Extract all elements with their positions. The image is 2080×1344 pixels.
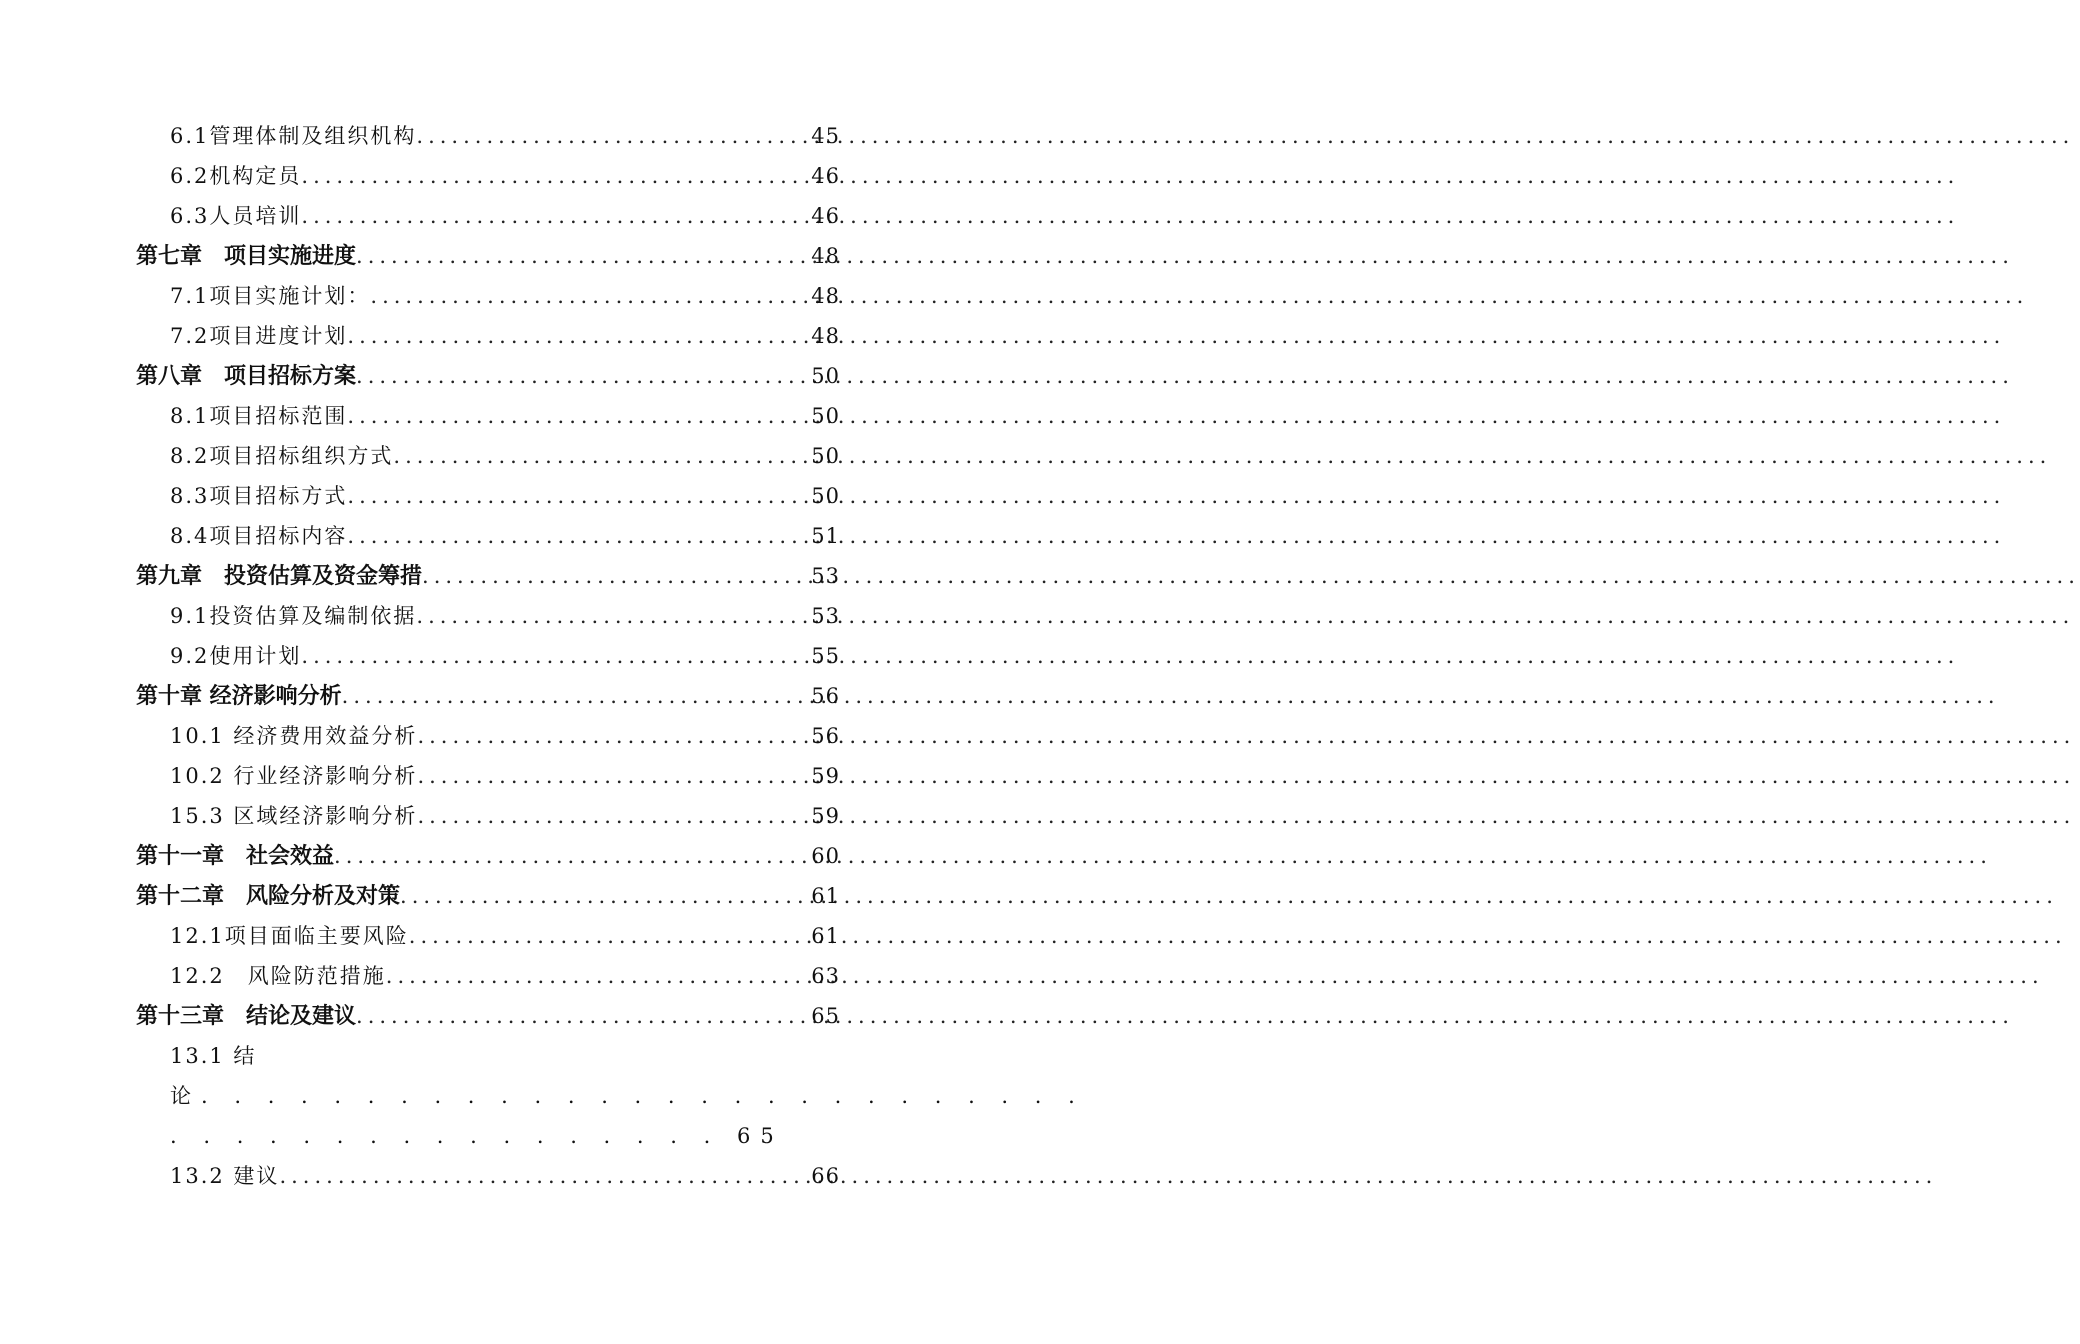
toc-entry-page: 60 [811, 844, 840, 868]
toc-entry-page: 56 [811, 724, 840, 748]
toc-entry[interactable] [0, 476, 950, 516]
toc-entry-page: 50 [811, 404, 840, 428]
toc-entry[interactable] [0, 1156, 950, 1196]
toc-entry[interactable] [0, 916, 950, 956]
toc-entry-page: 46 [811, 204, 840, 228]
toc-entry-page: 55 [811, 644, 840, 668]
toc-entry-page: 48 [811, 324, 840, 348]
toc-entry-page: 46 [811, 164, 840, 188]
toc-entry[interactable] [0, 796, 950, 836]
toc-chapter-entry[interactable] [0, 236, 950, 276]
toc-entry-title: 13.2 建议 [170, 1164, 280, 1188]
toc-entry-page: 61 [811, 884, 840, 908]
toc-leader-dots [356, 996, 809, 1036]
toc-entry-title: 第十二章 风险分析及对策 [136, 884, 401, 909]
toc-entry[interactable] [0, 436, 950, 476]
toc-entry-page: 59 [811, 804, 840, 828]
toc-entry[interactable] [0, 516, 950, 556]
toc-entry-title: 8.1项目招标范围 [170, 404, 348, 428]
toc-chapter-entry[interactable] [0, 356, 950, 396]
toc-leader-dots [417, 716, 809, 756]
toc-entry-title: 8.3项目招标方式 [170, 484, 348, 508]
toc-leader-dots [347, 396, 809, 436]
toc-chapter-entry[interactable] [0, 676, 950, 716]
toc-entry-page: 66 [811, 1164, 840, 1188]
toc-leader-dots [356, 356, 809, 396]
toc-entry-title: 12.1项目面临主要风险 [170, 924, 409, 948]
toc-entry-page: 53 [811, 564, 840, 588]
toc-entry[interactable] [0, 316, 950, 356]
toc-entry[interactable] [0, 716, 950, 756]
toc-entry-page: 48 [811, 284, 840, 308]
toc-entry-title: 第九章 投资估算及资金筹措 [136, 564, 423, 589]
toc-entry[interactable] [0, 116, 950, 156]
toc-entry-title: 9.2使用计划 [170, 644, 302, 668]
toc-chapter-entry[interactable] [0, 996, 950, 1036]
toc-leader-dots [417, 796, 809, 836]
toc-leader-dots [301, 156, 809, 196]
toc-entry-title: 第十三章 结论及建议 [136, 1004, 357, 1029]
toc-leader-dots [356, 236, 809, 276]
toc-entry-page: 65 [811, 1004, 840, 1028]
toc-entry[interactable] [0, 156, 950, 196]
toc-leader-dots [393, 436, 809, 476]
table-of-contents [0, 116, 1085, 1196]
toc-entry-title: 第十一章 社会效益 [136, 844, 335, 869]
toc-leader-dots [400, 876, 809, 916]
toc-leader-dots [347, 476, 809, 516]
toc-entry-title: 6.2机构定员 [170, 164, 302, 188]
toc-leader-dots [422, 556, 809, 596]
toc-entry-page: 50 [811, 444, 840, 468]
toc-entry-page: 45 [811, 124, 840, 148]
toc-entry[interactable] [0, 636, 950, 676]
toc-leader-dots [301, 636, 809, 676]
toc-entry-title: 8.4项目招标内容 [170, 524, 348, 548]
toc-entries [0, 116, 950, 1036]
toc-entry[interactable] [0, 196, 950, 236]
toc-leader-dots [342, 676, 810, 716]
toc-entry-title: 10.1 经济费用效益分析 [170, 724, 418, 748]
toc-leader-dots [347, 516, 809, 556]
toc-entry[interactable] [0, 596, 950, 636]
toc-entry-page: 50 [811, 484, 840, 508]
toc-entry-page: 61 [811, 924, 840, 948]
toc-entry-title: 第十章 经济影响分析 [136, 684, 342, 709]
toc-entry-title: 6.3人员培训 [170, 204, 302, 228]
toc-leader-dots [386, 956, 810, 996]
toc-entry-13-1-line1[interactable]: 13.1 结 [170, 1044, 257, 1068]
toc-leader-dots [417, 756, 809, 796]
toc-chapter-entry[interactable] [0, 556, 950, 596]
toc-entry-title: 9.1投资估算及编制依据 [170, 604, 417, 628]
toc-leader-dots [301, 196, 809, 236]
toc-entry-title: 7.1项目实施计划： [170, 284, 371, 308]
toc-entry-page: 59 [811, 764, 840, 788]
toc-leader-dots [416, 596, 809, 636]
toc-entry-page: 56 [811, 684, 840, 708]
toc-entry-title: 第八章 项目招标方案 [136, 364, 357, 389]
toc-chapter-entry[interactable] [0, 836, 950, 876]
toc-leader-dots [334, 836, 809, 876]
toc-entry[interactable] [0, 396, 950, 436]
toc-entry[interactable] [0, 276, 950, 316]
toc-entry-13-1-line3[interactable]: . . . . . . . . . . . . . . . . . 65 [170, 1124, 784, 1148]
toc-entry-title: 第七章 项目实施进度 [136, 244, 357, 269]
toc-entry-page: 63 [811, 964, 840, 988]
toc-entry-page: 48 [811, 244, 840, 268]
toc-leader-dots [416, 116, 809, 156]
toc-entry[interactable] [0, 956, 950, 996]
toc-chapter-entry[interactable] [0, 876, 950, 916]
toc-entry-title: 6.1管理体制及组织机构 [170, 124, 417, 148]
toc-entry-title: 7.2项目进度计划 [170, 324, 348, 348]
toc-entry-title: 15.3 区域经济影响分析 [170, 804, 418, 828]
toc-entry-title: 10.2 行业经济影响分析 [170, 764, 418, 788]
toc-leader-dots [409, 916, 810, 956]
toc-leader-dots [279, 1156, 809, 1196]
toc-entry-title: 8.2项目招标组织方式 [170, 444, 394, 468]
toc-entry-title: 12.2 风险防范措施 [170, 964, 386, 988]
toc-entry-page: 53 [811, 604, 840, 628]
toc-entry[interactable] [0, 756, 950, 796]
toc-leader-dots [370, 276, 809, 316]
toc-leader-dots [347, 316, 809, 356]
toc-entry-page: 51 [811, 524, 840, 548]
toc-entry-page: 50 [811, 364, 840, 388]
toc-entry-13-1-line2[interactable]: 论. . . . . . . . . . . . . . . . . . . . . . . . . . . [170, 1084, 1085, 1108]
